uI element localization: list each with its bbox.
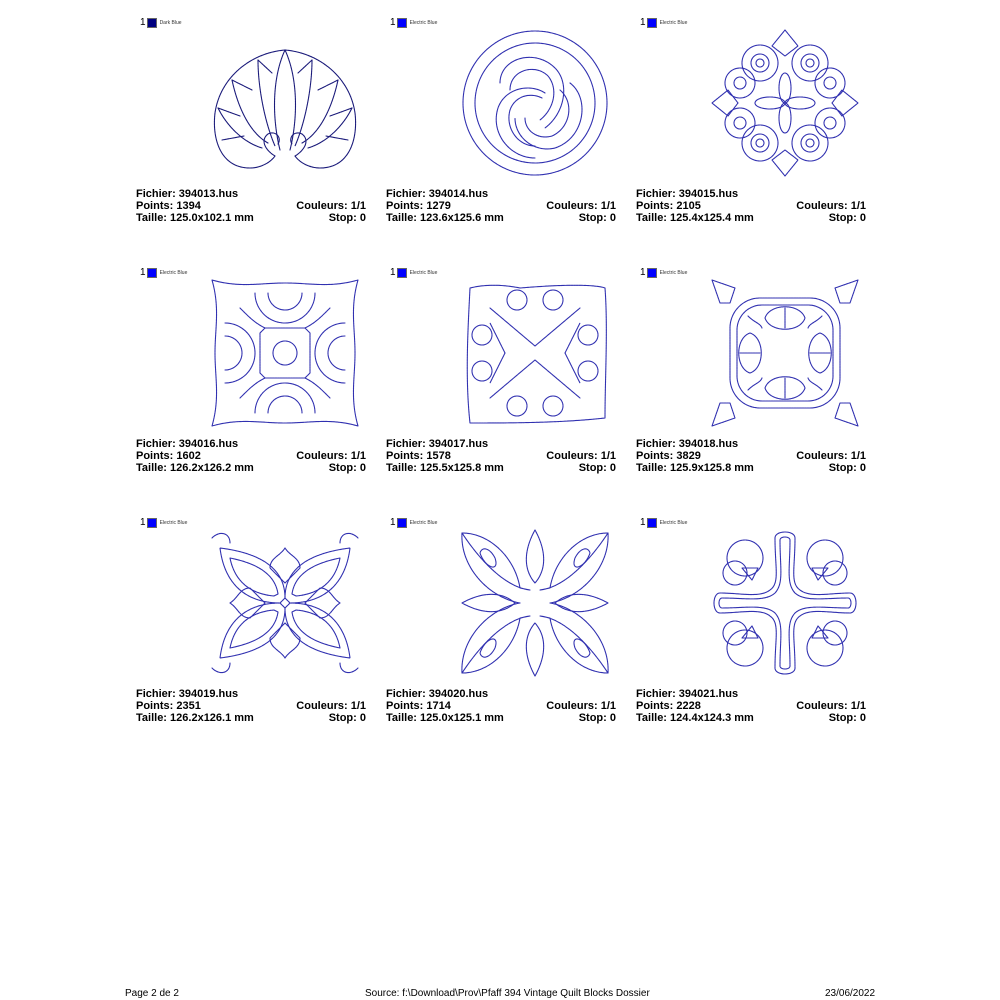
color-swatch xyxy=(647,18,657,28)
design-info xyxy=(386,438,616,474)
design-size: Taille: 125.9x125.8 mm xyxy=(636,462,754,474)
points-count: Points: 2228 xyxy=(636,700,701,712)
design-size: Taille: 125.0x102.1 mm xyxy=(136,212,254,224)
stop-count: Stop: 0 xyxy=(578,212,616,224)
thread-color-legend xyxy=(640,268,687,278)
stop-count: Stop: 0 xyxy=(578,712,616,724)
design-size: Taille: 124.4x124.3 mm xyxy=(636,712,754,724)
color-name: Electric Blue xyxy=(659,520,688,526)
color-index: 1 xyxy=(390,267,396,278)
file-name: Fichier: 394017.hus xyxy=(386,438,489,450)
color-name: Electric Blue xyxy=(659,270,688,276)
stop-count: Stop: 0 xyxy=(828,212,866,224)
design-info xyxy=(386,688,616,724)
design-size: Taille: 125.0x125.1 mm xyxy=(386,712,504,724)
thread-color-legend xyxy=(390,268,437,278)
color-index: 1 xyxy=(640,267,646,278)
file-name: Fichier: 394013.hus xyxy=(136,188,239,200)
points-count: Points: 1394 xyxy=(136,200,201,212)
embroidery-preview-spiral-medallion xyxy=(710,28,860,178)
design-size: Taille: 125.5x125.8 mm xyxy=(386,462,504,474)
design-card xyxy=(380,260,630,510)
page-number: Page 2 de 2 xyxy=(125,988,179,999)
color-swatch xyxy=(147,518,157,528)
file-name: Fichier: 394016.hus xyxy=(136,438,239,450)
points-count: Points: 1279 xyxy=(386,200,451,212)
color-index: 1 xyxy=(640,17,646,28)
colors-count: Couleurs: 1/1 xyxy=(296,700,366,712)
design-info xyxy=(636,688,866,724)
color-swatch xyxy=(397,268,407,278)
file-name: Fichier: 394019.hus xyxy=(136,688,239,700)
color-index: 1 xyxy=(140,17,146,28)
thread-color-legend xyxy=(390,518,437,528)
design-info xyxy=(636,188,866,224)
color-index: 1 xyxy=(390,17,396,28)
embroidery-preview-celtic-triquetra xyxy=(460,28,610,178)
color-swatch xyxy=(147,18,157,28)
thread-color-legend xyxy=(140,518,187,528)
thread-color-legend xyxy=(140,18,182,28)
points-count: Points: 3829 xyxy=(636,450,701,462)
colors-count: Couleurs: 1/1 xyxy=(296,200,366,212)
design-size: Taille: 123.6x125.6 mm xyxy=(386,212,504,224)
design-size: Taille: 126.2x126.1 mm xyxy=(136,712,254,724)
color-index: 1 xyxy=(640,517,646,528)
design-card xyxy=(630,510,880,760)
color-swatch xyxy=(647,518,657,528)
embroidery-preview-floral-cross xyxy=(710,528,860,678)
design-card xyxy=(130,260,380,510)
color-name: Electric Blue xyxy=(159,520,188,526)
stop-count: Stop: 0 xyxy=(828,712,866,724)
embroidery-preview-shell-lattice xyxy=(710,278,860,428)
color-name: Electric Blue xyxy=(409,20,438,26)
design-card xyxy=(380,510,630,760)
points-count: Points: 1602 xyxy=(136,450,201,462)
points-count: Points: 1578 xyxy=(386,450,451,462)
stop-count: Stop: 0 xyxy=(328,462,366,474)
design-card xyxy=(130,10,380,260)
colors-count: Couleurs: 1/1 xyxy=(796,700,866,712)
design-info xyxy=(136,438,366,474)
embroidery-preview-petal-star xyxy=(460,528,610,678)
stop-count: Stop: 0 xyxy=(328,212,366,224)
embroidery-preview-arch-square xyxy=(210,278,360,428)
design-info xyxy=(386,188,616,224)
stop-count: Stop: 0 xyxy=(328,712,366,724)
colors-count: Couleurs: 1/1 xyxy=(546,450,616,462)
design-info xyxy=(136,688,366,724)
colors-count: Couleurs: 1/1 xyxy=(546,200,616,212)
design-card xyxy=(630,10,880,260)
file-name: Fichier: 394020.hus xyxy=(386,688,489,700)
color-name: Electric Blue xyxy=(659,20,688,26)
source-path: Source: f:\Download\Prov\Pfaff 394 Vintage Quilt Blocks Dossier xyxy=(365,988,650,999)
stop-count: Stop: 0 xyxy=(578,462,616,474)
thread-color-legend xyxy=(390,18,437,28)
thread-color-legend xyxy=(140,268,187,278)
points-count: Points: 1714 xyxy=(386,700,451,712)
design-info xyxy=(636,438,866,474)
color-name: Dark Blue xyxy=(159,20,182,26)
design-card xyxy=(630,260,880,510)
design-size: Taille: 126.2x126.2 mm xyxy=(136,462,254,474)
design-size: Taille: 125.4x125.4 mm xyxy=(636,212,754,224)
color-swatch xyxy=(397,518,407,528)
color-name: Electric Blue xyxy=(159,270,188,276)
design-card xyxy=(380,10,630,260)
color-swatch xyxy=(647,268,657,278)
embroidery-preview-leaf-knot xyxy=(210,528,360,678)
thread-color-legend xyxy=(640,518,687,528)
color-index: 1 xyxy=(390,517,396,528)
file-name: Fichier: 394018.hus xyxy=(636,438,739,450)
color-name: Electric Blue xyxy=(409,270,438,276)
design-card xyxy=(130,510,380,760)
colors-count: Couleurs: 1/1 xyxy=(796,200,866,212)
print-date: 23/06/2022 xyxy=(825,988,876,999)
file-name: Fichier: 394015.hus xyxy=(636,188,739,200)
thread-color-legend xyxy=(640,18,687,28)
colors-count: Couleurs: 1/1 xyxy=(796,450,866,462)
colors-count: Couleurs: 1/1 xyxy=(546,700,616,712)
file-name: Fichier: 394014.hus xyxy=(386,188,489,200)
color-name: Electric Blue xyxy=(409,520,438,526)
color-swatch xyxy=(397,18,407,28)
color-index: 1 xyxy=(140,517,146,528)
colors-count: Couleurs: 1/1 xyxy=(296,450,366,462)
embroidery-preview-x-scroll xyxy=(460,278,610,428)
file-name: Fichier: 394021.hus xyxy=(636,688,739,700)
points-count: Points: 2105 xyxy=(636,200,701,212)
color-swatch xyxy=(147,268,157,278)
points-count: Points: 2351 xyxy=(136,700,201,712)
color-index: 1 xyxy=(140,267,146,278)
stop-count: Stop: 0 xyxy=(828,462,866,474)
embroidery-preview-fan-palmette xyxy=(210,28,360,178)
design-info xyxy=(136,188,366,224)
